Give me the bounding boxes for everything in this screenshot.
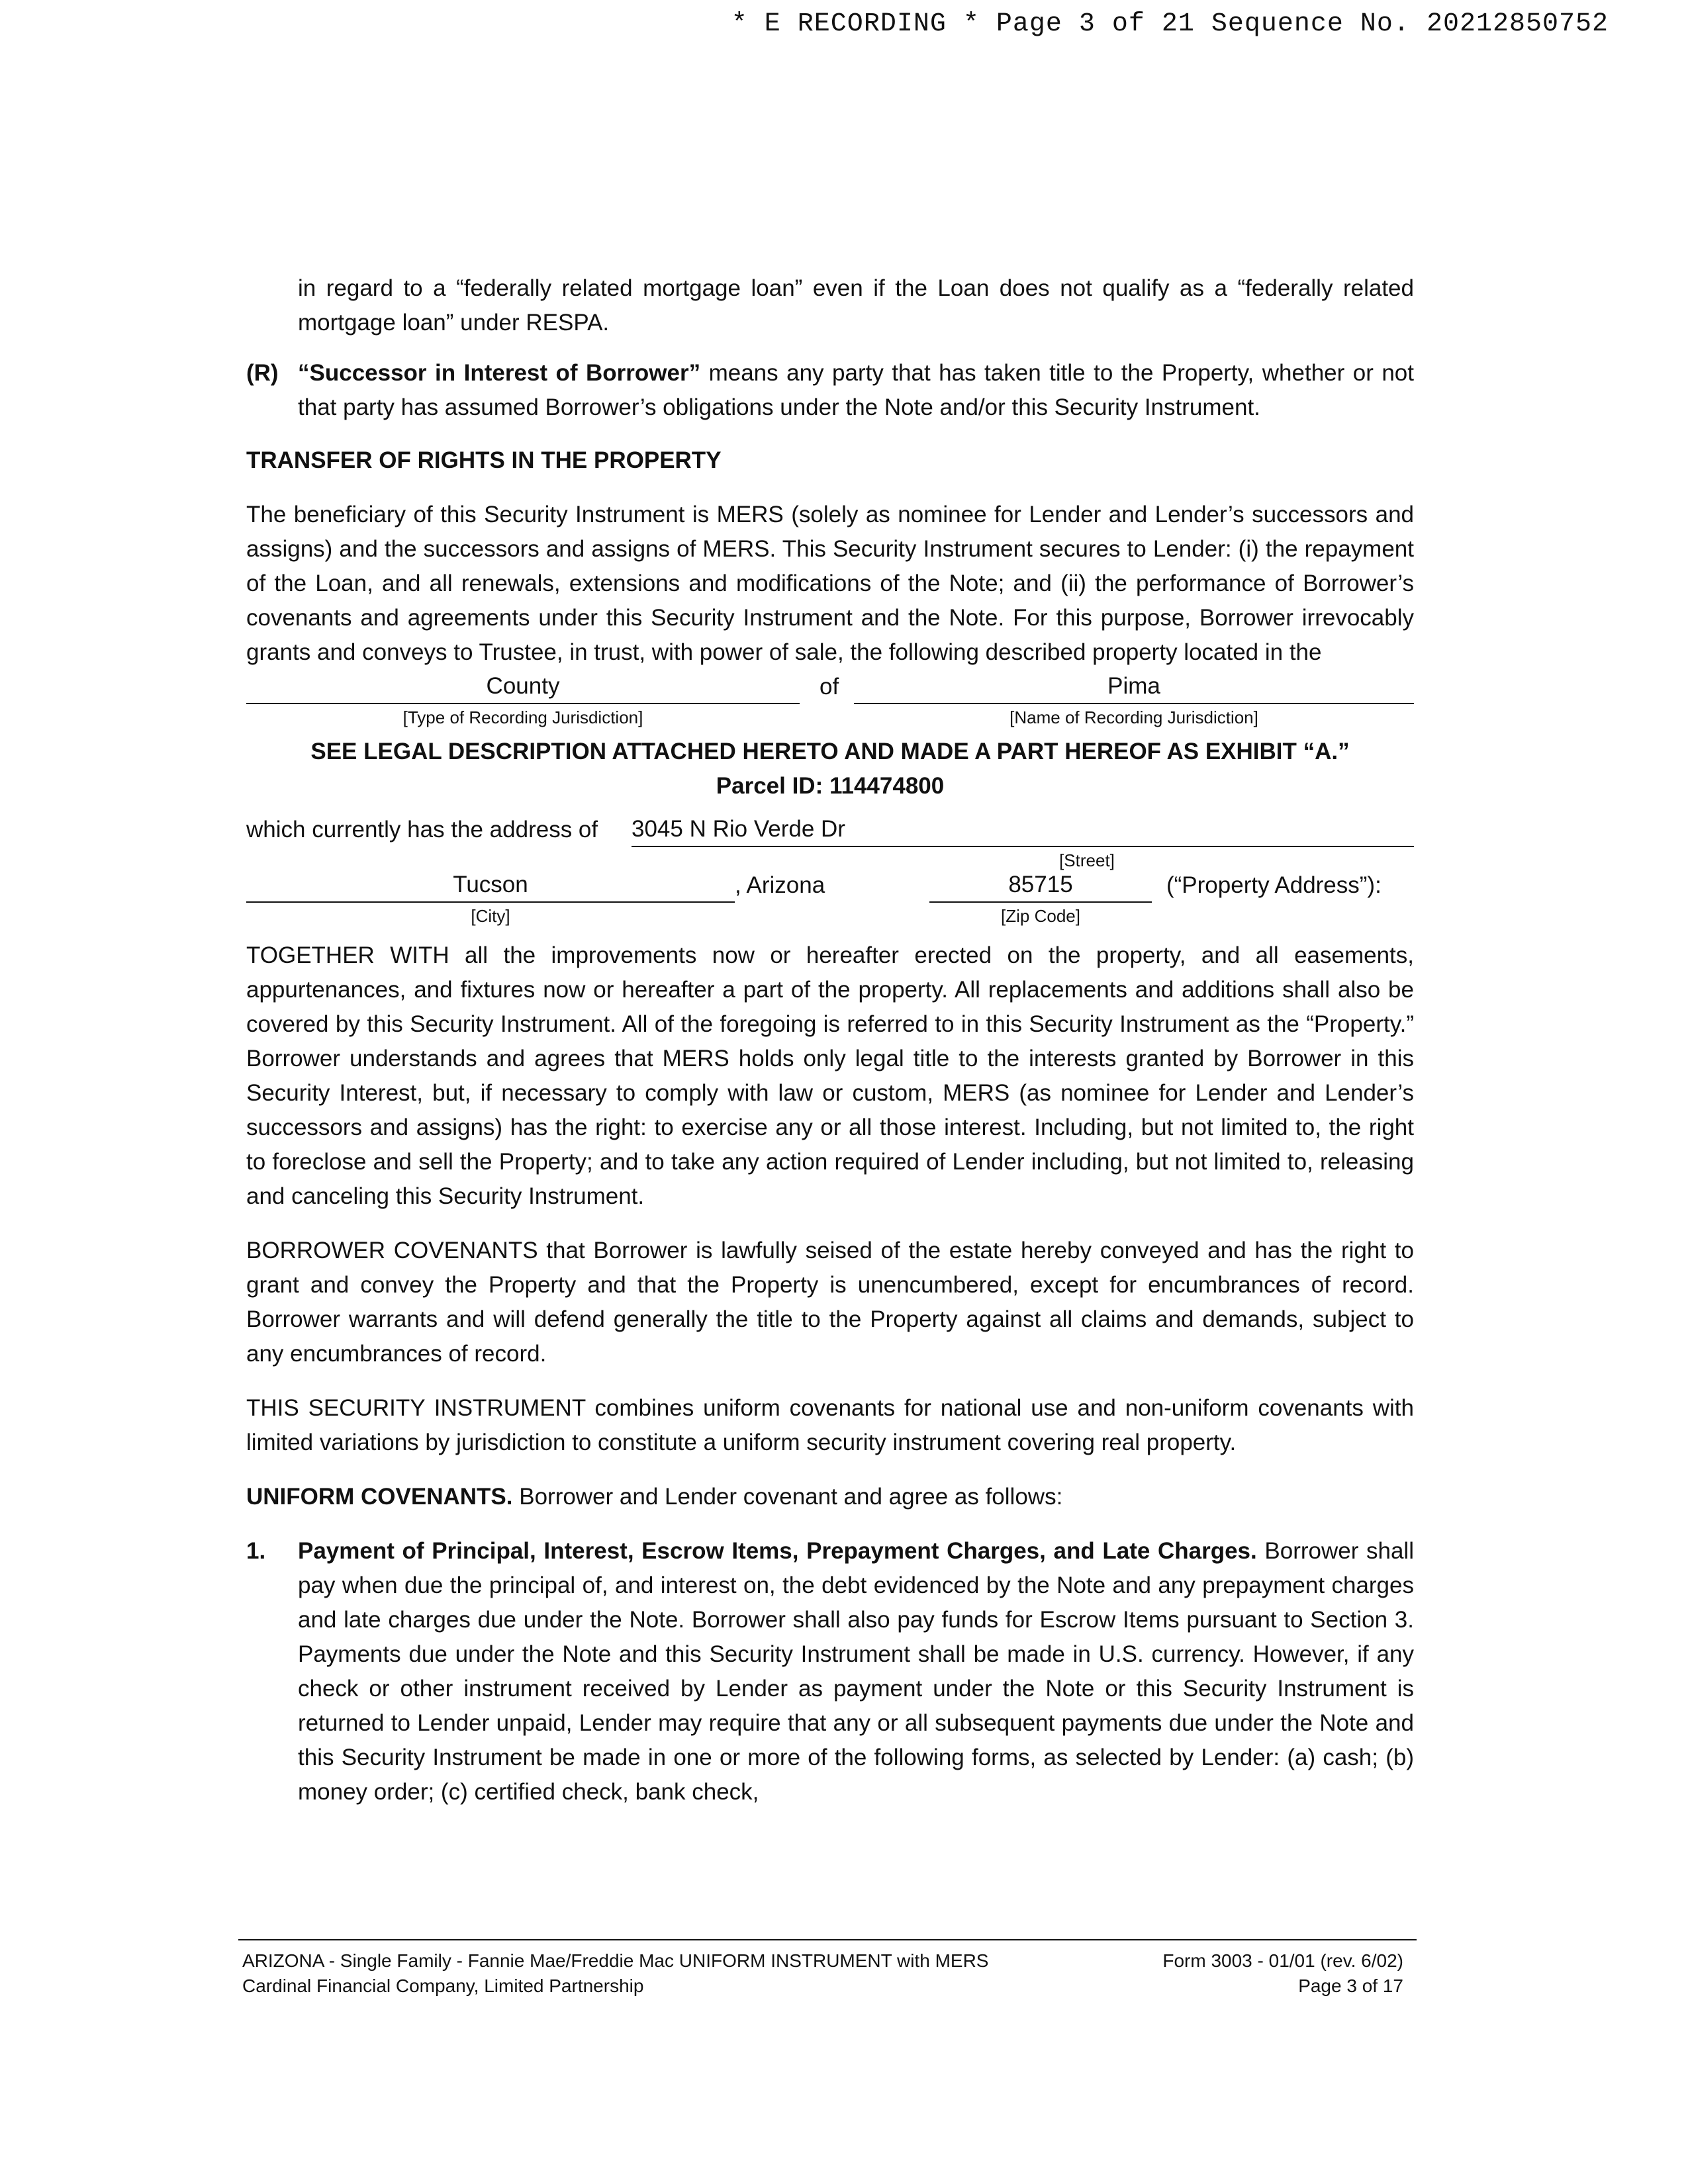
state-text: , Arizona [735,872,825,898]
successor-definition [246,356,1414,425]
page-footer [238,1939,1417,1996]
footer-lender-name: Cardinal Financial Company, Limited Partnership [242,1976,644,1996]
item1-number: 1. [246,1538,266,1564]
zip-field: 85715 [929,868,1152,903]
uniform-covenants-line [246,1480,1414,1514]
legal-description-note: SEE LEGAL DESCRIPTION ATTACHED HERETO AND MADE A PART HEREOF AS EXHIBIT “A.” [310,739,1350,764]
address-city-row [246,868,1414,929]
respa-paragraph: in regard to a “federally related mortgage loan” even if the Loan does not qualify as a “federally related mortgage loan” under RESPA. [298,275,1414,336]
covenant-item-1 [246,1534,1414,1809]
address-street-row [246,813,1414,868]
jurisdiction-type-field: County [246,670,800,704]
street-label: [Street] [1059,850,1115,870]
street-field: 3045 N Rio Verde Dr [632,813,1414,847]
footer-right [1162,1948,1403,1999]
jurisdiction-of: of [820,674,839,700]
city-label: [City] [471,906,510,926]
jurisdiction-name-field: Pima [854,670,1414,704]
footer-form-title: ARIZONA - Single Family - Fannie Mae/Freddie Mac UNIFORM INSTRUMENT with MERS [242,1950,989,1971]
item1-text: Borrower shall pay when due the principal of, and interest on, the debt evidenced by the Note and any prepayment charges and late charges due under the Note. Borrower shall also pay funds for Escrow Items pursuant to Section 3. Payments due under the Note and this Security Instrument shall be made in U.S. currency. However, if any check or other instrument received by Lender as payment under the Note or this Security Instrument is returned to Lender unpaid, Lender may require that any or all subsequent payments due under the Note and this Security Instrument be made in one or more of the following forms, as selected by Lender: (a) cash; (b) money order; (c) certified check, bank check, [298,1538,1414,1805]
successor-term: “Successor in Interest of Borrower” [298,360,701,386]
document-body [246,271,1414,1809]
uniform-covenants-text: Borrower and Lender covenant and agree as follows: [512,1484,1063,1510]
uniform-covenants-term: UNIFORM COVENANTS. [246,1484,513,1510]
zip-label: [Zip Code] [1001,906,1080,926]
jurisdiction-name-label: [Name of Recording Jurisdiction] [1009,707,1258,727]
borrower-covenants-paragraph: BORROWER COVENANTS that Borrower is lawfully seised of the estate hereby conveyed and has the right to grant and convey the Property and that the Property is unencumbered, except for encumbrances of record. Borrower warrants and will defend generally the title to the Property against all claims and demands, subject to any encumbrances of record. [246,1238,1414,1367]
property-address-suffix: (“Property Address”): [1166,872,1382,898]
beneficiary-paragraph: The beneficiary of this Security Instrument is MERS (solely as nominee for Lender and Lender’s successors and assigns) and the successors and assigns of MERS. This Security Instrument secures to Lender: (i) the repayment of the Loan, and all renewals, extensions and modifications of the Note; and (ii) the performance of Borrower’s covenants and agreements under this Security Instrument and the Note. For this purpose, Borrower irrevocably grants and conveys to Trustee, in trust, with power of sale, the following described property located in the [246,502,1414,665]
recording-header: * E RECORDING * Page 3 of 21 Sequence No. 20212850752 [731,9,1609,39]
item1-title: Payment of Principal, Interest, Escrow Items, Prepayment Charges, and Late Charges. [298,1538,1257,1564]
jurisdiction-type-label: [Type of Recording Jurisdiction] [402,707,643,727]
footer-page-number: Page 3 of 17 [1298,1976,1403,1996]
address-prefix: which currently has the address of [246,817,598,842]
item-label-r: (R) [246,360,279,386]
together-with-paragraph: TOGETHER WITH all the improvements now or hereafter erected on the property, and all easements, appurtenances, and fixtures now or hereafter a part of the property. All replacements and additions shall also be covered by this Security Instrument. All of the foregoing is referred to in this Security Instrument as the “Property.” Borrower understands and agrees that MERS holds only legal title to the interests granted by Borrower in this Security Interest, but, if necessary to comply with law or custom, MERS (as nominee for Lender and Lender’s successors and assigns) has the right: to exercise any or all those interest. Including, but not limited to, the right to foreclose and sell the Property; and to take any action required of Lender including, but not limited to, releasing and canceling this Security Instrument. [246,942,1414,1209]
successor-text: means any party that has taken title to the Property, whether or not that party has assumed Borrower’s obligations under the Note and/or this Security Instrument. [298,360,1414,420]
security-instrument-paragraph: THIS SECURITY INSTRUMENT combines uniform covenants for national use and non-uniform covenants with limited variations by jurisdiction to constitute a uniform security instrument covering real property. [246,1395,1414,1455]
transfer-heading: TRANSFER OF RIGHTS IN THE PROPERTY [246,447,722,473]
footer-form-number: Form 3003 - 01/01 (rev. 6/02) [1162,1950,1403,1971]
jurisdiction-row [246,670,1414,729]
parcel-id: Parcel ID: 114474800 [716,773,945,799]
footer-left [242,1948,988,1999]
city-field: Tucson [246,868,735,903]
